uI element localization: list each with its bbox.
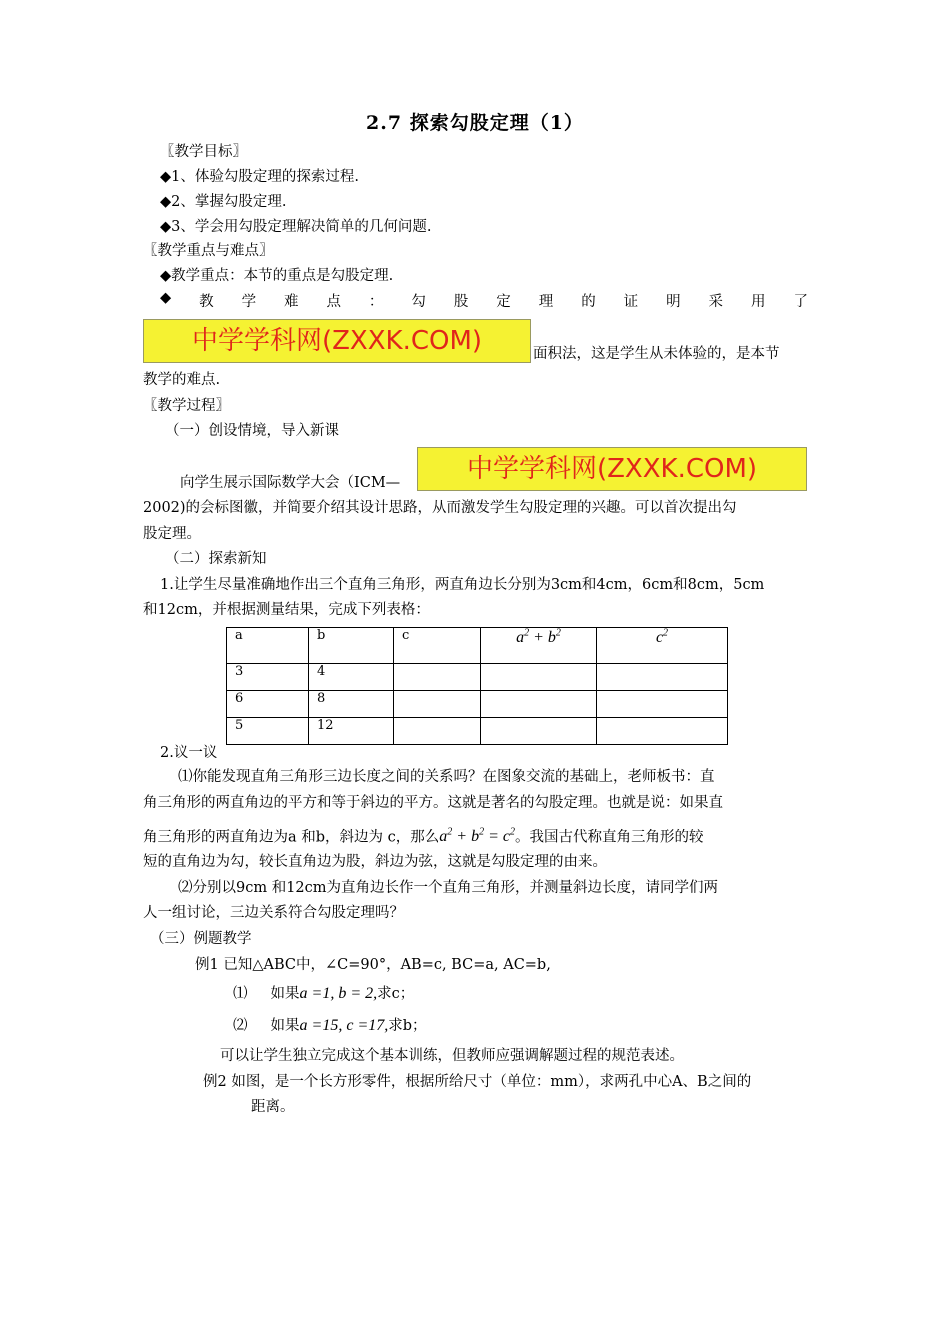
sub-suffix: 求c； <box>377 986 415 1002</box>
table-cell[interactable] <box>481 718 597 745</box>
part2-item1-line1: 1.让学生尽量准确地作出三个直角三角形，两直角边长分别为3cm和4cm，6cm和8cm，5cm <box>160 577 765 593</box>
difficulty-char: 明 <box>666 294 681 310</box>
sub-formula: a =1, b = 2, <box>299 985 378 1002</box>
table-header-cell: c <box>394 628 481 664</box>
table-cell[interactable]: 5 <box>227 718 309 745</box>
table-cell[interactable] <box>597 664 728 691</box>
table-row <box>227 718 728 745</box>
difficulty-end: 教学的难点. <box>143 372 221 388</box>
goal-3: ◆3、学会用勾股定理解决简单的几何问题. <box>160 219 432 235</box>
difficulty-char: ◆ <box>160 290 172 306</box>
q1-line1: ⑴你能发现直角三角形三边长度之间的关系吗？在图象交流的基础上，老师板书：直 <box>178 769 715 785</box>
q1-line3 <box>143 823 703 847</box>
table-cell[interactable] <box>481 691 597 718</box>
process-header: 〖教学过程〗 <box>143 398 230 414</box>
difficulty-char: 的 <box>581 294 596 310</box>
table-cell[interactable] <box>394 664 481 691</box>
table-cell[interactable] <box>597 718 728 745</box>
part2-header: （二）探索新知 <box>165 551 267 567</box>
q1-line3-tail: 。我国古代称直角三角形的较 <box>514 829 704 846</box>
table-cell[interactable] <box>597 691 728 718</box>
part1-line3: 股定理。 <box>143 526 201 542</box>
table-cell[interactable]: 12 <box>309 718 394 745</box>
difficulty-char: 难 <box>284 294 299 310</box>
q1-line2: 角三角形的两直角边的平方和等于斜边的平方。这就是著名的勾股定理。也就是说：如果直 <box>143 795 723 811</box>
difficulty-char: 采 <box>708 294 724 310</box>
table-cell[interactable] <box>481 664 597 691</box>
key-header: 〖教学重点与难点〗 <box>143 243 274 259</box>
table-cell[interactable]: 8 <box>309 691 394 718</box>
difficulty-continued: 面积法，这是学生从未体验的，是本节 <box>533 346 780 362</box>
sub-number: ⑴ <box>233 986 248 1002</box>
sub-prefix: 如果 <box>270 1018 300 1034</box>
table-header-cell: a <box>227 628 309 664</box>
sub-suffix: 求b； <box>388 1018 427 1034</box>
sub-number: ⑵ <box>233 1018 248 1034</box>
part1-line2: 2002)的会标图徽，并简要介绍其设计思路，从而激发学生勾股定理的兴趣。可以首次提出勾 <box>143 500 737 516</box>
difficulty-char: 教 <box>199 294 214 310</box>
table-cell[interactable]: 3 <box>227 664 309 691</box>
q1-line4: 短的直角边为勾，较长直角边为股，斜边为弦，这就是勾股定理的由来。 <box>143 854 607 870</box>
table-row <box>227 691 728 718</box>
watermark-banner[interactable]: 中学学科网(ZXXK.COM) <box>417 447 807 491</box>
table-cell[interactable] <box>394 691 481 718</box>
part1-line1: 向学生展示国际数学大会（ICM— <box>180 475 401 491</box>
sub-prefix: 如果 <box>270 986 300 1002</box>
table-header-c2: $c^2$ <box>597 628 728 664</box>
difficulty-line <box>160 290 808 311</box>
pythagorean-formula: $a^2 + b^2 = c^2$ <box>439 827 515 846</box>
difficulty-char: 用 <box>751 294 766 310</box>
difficulty-char: 勾 <box>411 294 426 310</box>
part2-item2: 2.议一议 <box>160 745 218 761</box>
table-cell[interactable] <box>394 718 481 745</box>
watermark-banner[interactable]: 中学学科网(ZXXK.COM) <box>143 319 531 363</box>
part2-item1-line2: 和12cm，并根据测量结果，完成下列表格： <box>143 602 430 618</box>
goal-1: ◆1、体验勾股定理的探索过程. <box>160 169 359 185</box>
example2-line2: 距离。 <box>251 1099 295 1115</box>
example1: 例1 已知△ABC中，∠C=90°，AB=c, BC=a, AC=b, <box>195 957 551 973</box>
page-title: 2.7 探索勾股定理（1） <box>366 112 584 134</box>
example1-sub2 <box>233 1016 427 1036</box>
example2-line1: 例2 如图，是一个长方形零件，根据所给尺寸（单位：mm），求两孔中心A、B之间的 <box>203 1074 752 1090</box>
difficulty-char: 股 <box>453 294 469 310</box>
part3-header: （三）例题教学 <box>150 931 252 947</box>
q1-line3-text: 角三角形的两直角边为a 和b，斜边为 c，那么 <box>143 829 440 846</box>
difficulty-char: 定 <box>496 294 511 310</box>
difficulty-char: ： <box>368 294 384 310</box>
example1-sub1 <box>233 984 414 1004</box>
goals-header: 〖教学目标〗 <box>160 144 247 160</box>
table-cell[interactable]: 6 <box>227 691 309 718</box>
difficulty-char: 了 <box>793 294 808 310</box>
table-header-cell: b <box>309 628 394 664</box>
table-header-row <box>227 628 728 664</box>
sub-formula: a =15, c =17, <box>299 1017 389 1034</box>
difficulty-char: 证 <box>623 294 639 310</box>
example1-note: 可以让学生独立完成这个基本训练，但教师应强调解题过程的规范表述。 <box>220 1048 684 1064</box>
difficulty-char: 学 <box>241 294 257 310</box>
difficulty-char: 点 <box>326 294 341 310</box>
goal-2: ◆2、掌握勾股定理. <box>160 194 287 210</box>
table-row <box>227 664 728 691</box>
table-header-a2b2: $a^2 + b^2$ <box>481 628 597 664</box>
part1-header: （一）创设情境，导入新课 <box>165 423 339 439</box>
measurement-table <box>226 627 728 745</box>
table-cell[interactable]: 4 <box>309 664 394 691</box>
key-point: ◆教学重点：本节的重点是勾股定理. <box>160 268 394 284</box>
difficulty-char: 理 <box>538 294 554 310</box>
q2-line1: ⑵分别以9cm 和12cm为直角边长作一个直角三角形，并测量斜边长度，请同学们两 <box>178 880 719 896</box>
q2-line2: 人一组讨论，三边关系符合勾股定理吗？ <box>143 905 404 921</box>
